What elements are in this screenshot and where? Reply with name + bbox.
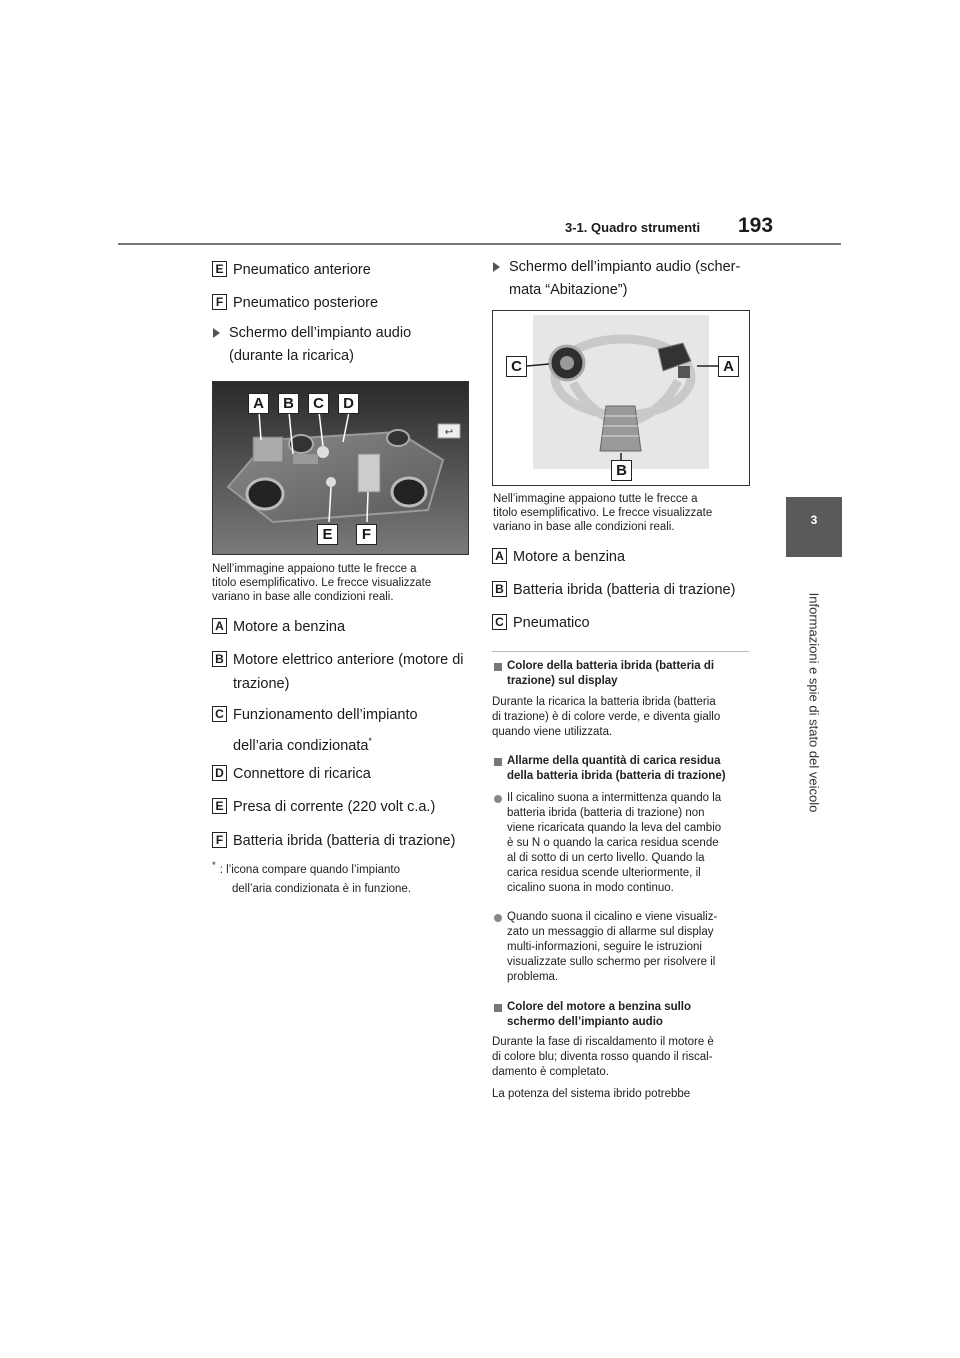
triangle-bullet-icon: [213, 328, 220, 338]
figure-caption: Nell’immagine appaiono tutte le frecce a titolo esemplificativo. Le frecce visualizzate variano in base alle condizioni reali.: [212, 563, 432, 603]
section-body: Durante la fase di riscaldamento il motore è di colore blu; diventa rosso quando il riscal- damento è completato.: [492, 1036, 714, 1078]
section-body: Durante la ricarica la batteria ibrida (batteria di trazione) è di colore verde, e diventa giallo quando viene utilizzata.: [492, 696, 721, 738]
square-bullet-icon: [494, 758, 502, 766]
figure-label: F: [356, 524, 377, 545]
figure-label: A: [718, 356, 739, 377]
square-bullet-icon: [494, 1004, 502, 1012]
section-title: Colore del motore a benzina sullo schermo dell’impianto audio: [507, 1001, 692, 1028]
home-screen-figure: [492, 310, 750, 486]
figure-label: C: [308, 393, 329, 414]
charging-screen-figure: [212, 381, 469, 555]
section-title: Allarme della quantità di carica residua della batteria ibrida (batteria di trazione): [507, 755, 726, 782]
footnote: * : l’icona compare quando l’impianto dell’aria condizionata è in funzione.: [212, 860, 412, 895]
figure-label: C: [506, 356, 527, 377]
svg-text:↩: ↩: [444, 427, 454, 438]
item-text: Pneumatico posteriore: [233, 295, 379, 311]
square-bullet-icon: [494, 663, 502, 671]
chapter-number: 3: [810, 513, 818, 527]
figure-label: E: [317, 524, 338, 545]
figure-label: B: [278, 393, 299, 414]
circle-bullet-icon: [494, 795, 502, 803]
item-text: Pneumatico anteriore: [233, 262, 371, 278]
figure-caption: Nell’immagine appaiono tutte le frecce a titolo esemplificativo. Le frecce visualizzate variano in base alle condizioni reali.: [493, 493, 713, 533]
section-title: 3-1. Quadro strumenti: [565, 220, 701, 235]
bullet-text: Quando suona il cicalino e viene visualiz- zato un messaggio di allarme sul display multi-informazioni, seguire le istruzioni visualizzate sullo schermo per risolvere il problema.: [507, 911, 718, 983]
item-badge: E: [212, 261, 227, 277]
figure-label: D: [338, 393, 359, 414]
page-number: 193: [738, 214, 774, 237]
figure-label: B: [611, 460, 632, 481]
figure-label: A: [248, 393, 269, 414]
chapter-side-label: [786, 565, 842, 845]
chapter-tab: [786, 497, 842, 557]
chapter-label: Informazioni e spie di stato del veicolo: [806, 592, 822, 813]
energy-flow-diagram: [493, 311, 749, 485]
item-badge: F: [212, 294, 227, 310]
bullet-text: Il cicalino suona a intermittenza quando la batteria ibrida (batteria di trazione) non viene ricaricata quando la leva del cambio è su N o quando la carica residua scende al di sotto di un certo livello. Quando la carica residua scende ulteriormente, il cicalino suona in modo continuo.: [507, 792, 722, 894]
divider: [492, 651, 749, 652]
header-rule: [118, 243, 841, 245]
circle-bullet-icon: [494, 914, 502, 922]
section-title: Colore della batteria ibrida (batteria di trazione) sul display: [507, 660, 715, 687]
section-body: La potenza del sistema ibrido potrebbe: [492, 1088, 691, 1100]
triangle-bullet-icon: [493, 262, 500, 272]
